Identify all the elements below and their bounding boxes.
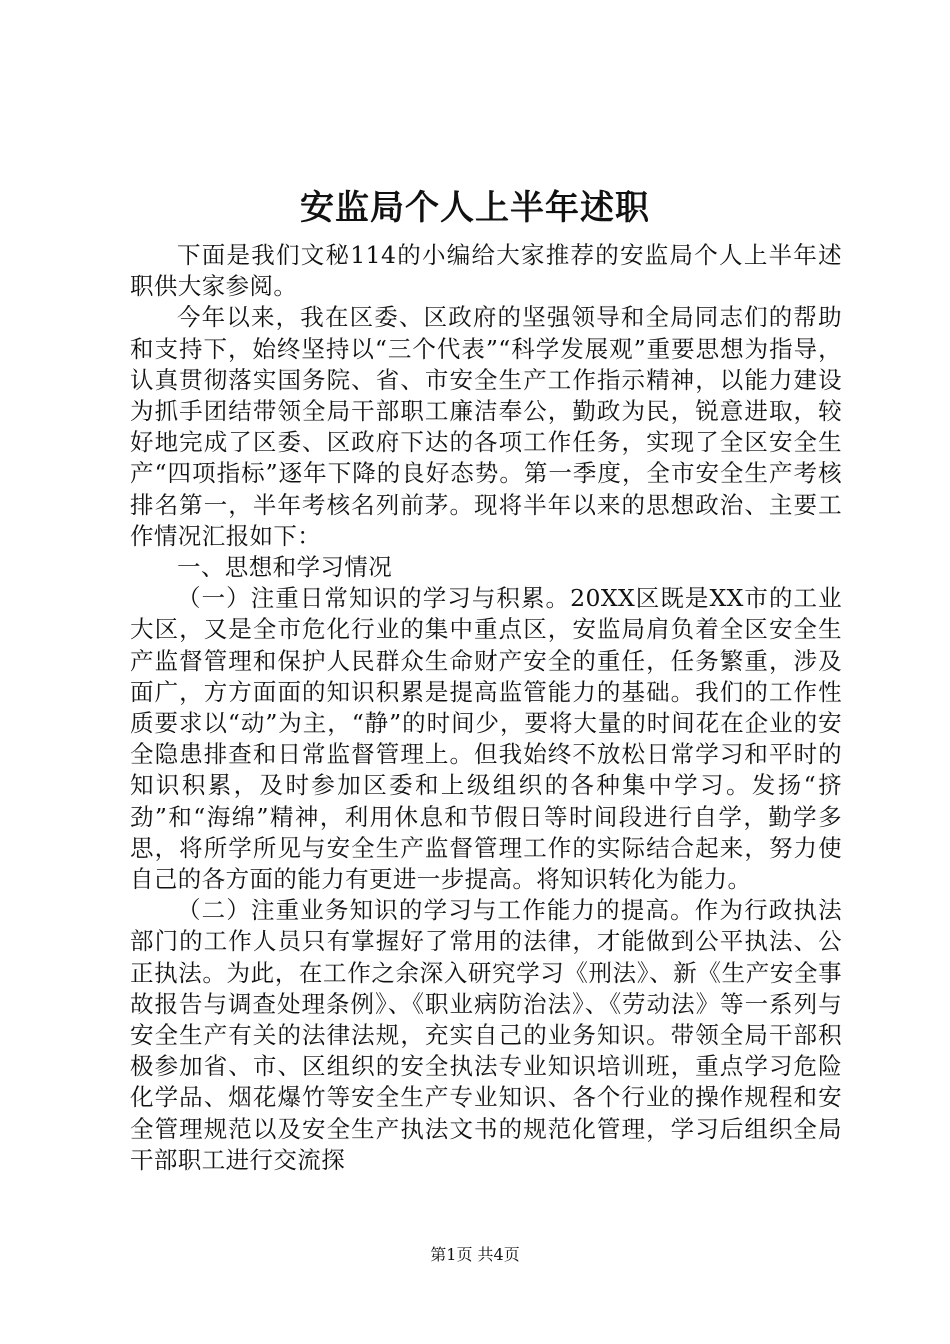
document-body: [130, 240, 842, 1176]
page-number-footer: 第1页 共4页: [430, 1245, 520, 1264]
section-heading-1: 一、思想和学习情况: [177, 553, 393, 582]
paragraph-section-1-2: （二）注重业务知识的学习与工作能力的提高。作为行政执法部门的工作人员只有掌握好了常用的法律，才能做到公平执法、公正执法。为此，在工作之余深入研究学习《刑法》、新《生产安全事故报告与调查处理条例》、《职业病防治法》、《劳动法》等一系列与安全生产有关的法律法规，充实自己的业务知识。带领全局干部积极参加省、市、区组织的安全执法专业知识培训班，重点学习危险化学品、烟花爆竹等安全生产专业知识、各个行业的操作规程和安全管理规范以及安全生产执法文书的规范化管理，学习后组织全局干部职工进行交流探: [130, 896, 842, 1174]
paragraph-intro: 下面是我们文秘114的小编给大家推荐的安监局个人上半年述职供大家参阅。: [130, 241, 842, 301]
paragraph-overview: 今年以来，我在区委、区政府的坚强领导和全局同志们的帮助和支持下，始终坚持以“三个代表”“科学发展观”重要思想为指导，认真贯彻落实国务院、省、市安全生产工作指示精神，以能力建设为抓手团结带领全局干部职工廉洁奉公，勤政为民，锐意进取，较好地完成了区委、区政府下达的各项工作任务，实现了全区安全生产“四项指标”逐年下降的良好态势。第一季度，全市安全生产考核排名第一，半年考核名列前茅。现将半年以来的思想政治、主要工作情况汇报如下：: [130, 303, 842, 550]
paragraph-section-1-1: （一）注重日常知识的学习与积累。20XX区既是XX市的工业大区，又是全市危化行业的集中重点区，安监局肩负着全区安全生产监督管理和保护人民群众生命财产安全的重任，任务繁重，涉及面广，方方面面的知识积累是提高监管能力的基础。我们的工作性质要求以“动”为主，“静”的时间少，要将大量的时间花在企业的安全隐患排查和日常监督管理上。但我始终不放松日常学习和平时的知识积累，及时参加区委和上级组织的各种集中学习。发扬“挤劲”和“海绵”精神，利用休息和节假日等时间段进行自学，勤学多思，将所学所见与安全生产监督管理工作的实际结合起来，努力使自己的各方面的能力有更进一步提高。将知识转化为能力。: [130, 584, 842, 894]
document-title: 安监局个人上半年述职: [300, 188, 650, 228]
